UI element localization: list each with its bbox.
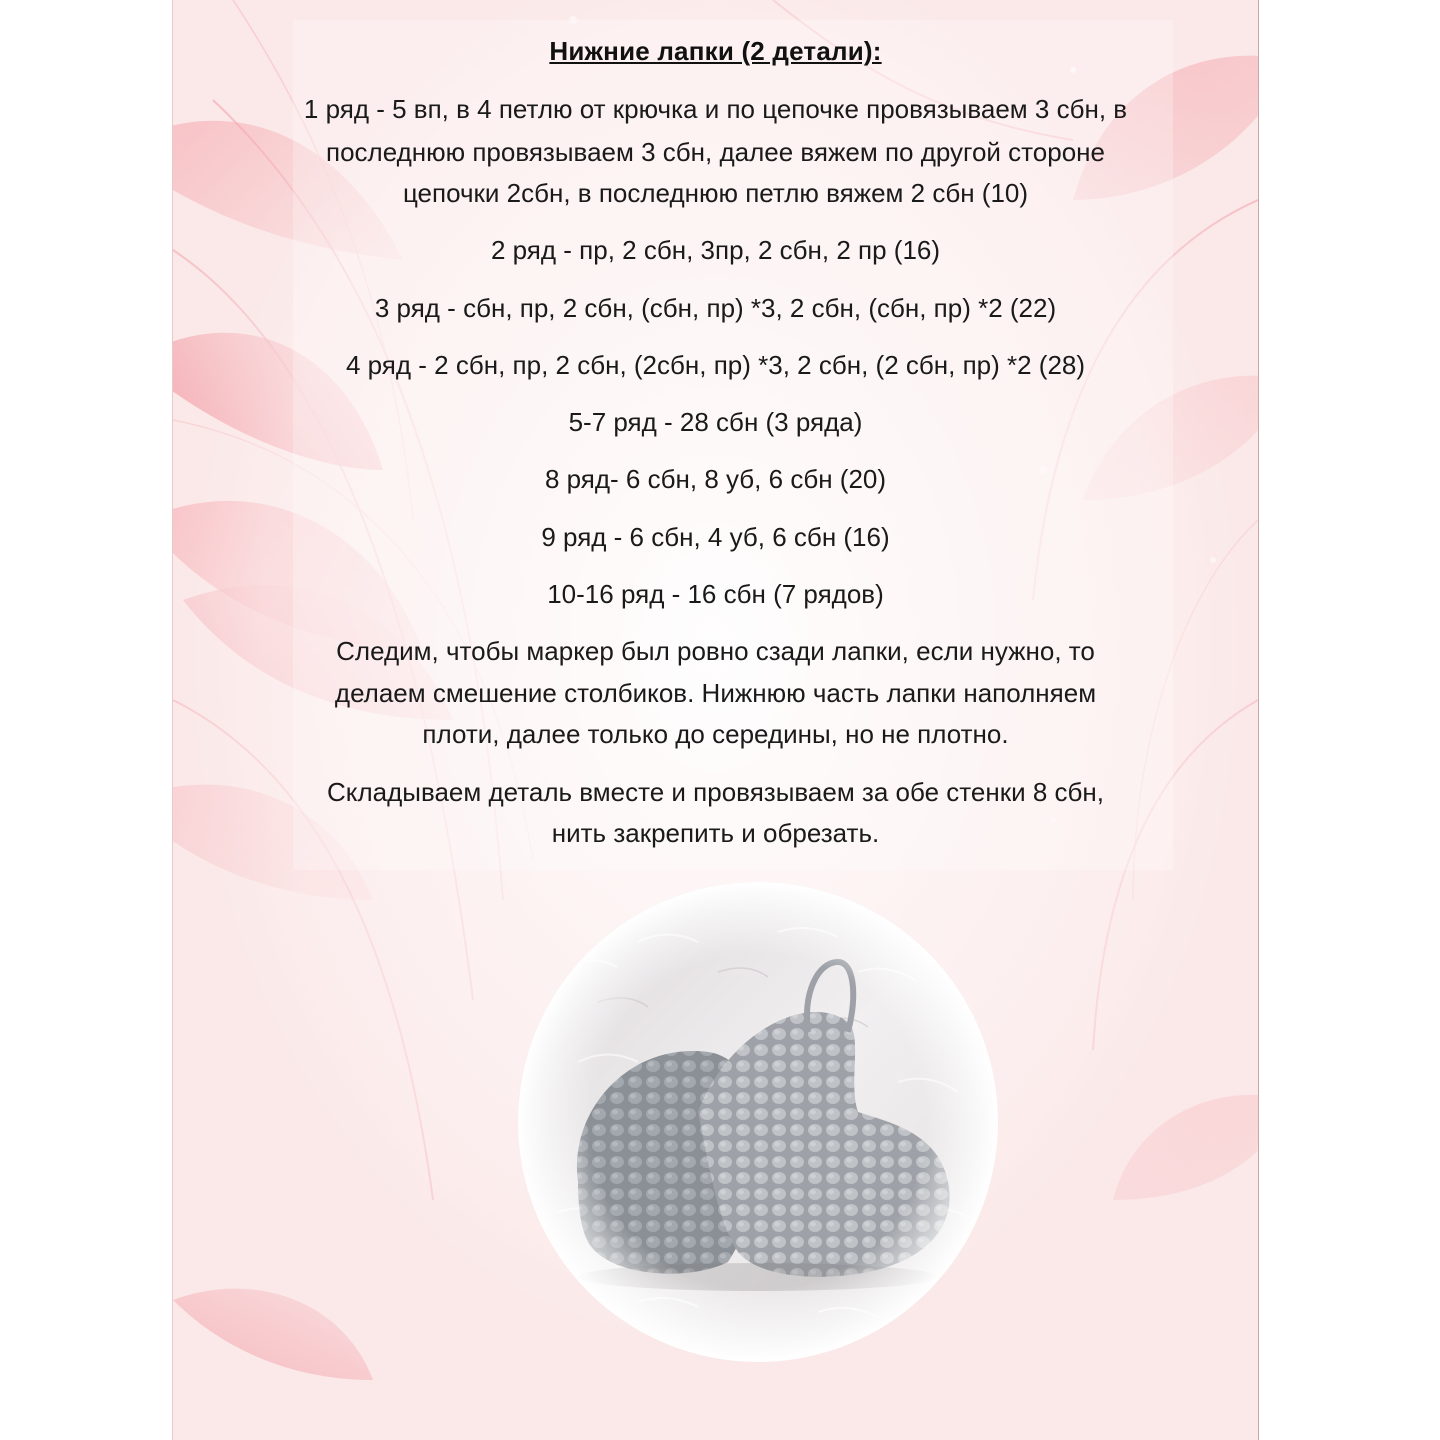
crochet-paws-photo	[518, 882, 998, 1362]
note-line: плоти, далее только до середины, но не плотно.	[422, 719, 1009, 749]
final-line: нить закрепить и обрезать.	[551, 818, 880, 848]
page-title: Нижние лапки (2 детали):	[549, 36, 882, 66]
row-instruction: 2 ряд - пр, 2 сбн, 3пр, 2 сбн, 2 пр (16)	[490, 235, 941, 265]
intro-line: последнюю провязываем 3 сбн, далее вяжем по другой стороне	[325, 137, 1105, 167]
intro-line: цепочки 2сбн, в последнюю петлю вяжем 2 сбн (10)	[402, 178, 1029, 208]
row-instruction: 9 ряд - 6 сбн, 4 уб, 6 сбн (16)	[541, 522, 890, 552]
document-page	[172, 0, 1259, 1440]
row-instruction: 3 ряд - сбн, пр, 2 сбн, (сбн, пр) *3, 2 сбн, (сбн, пр) *2 (22)	[374, 293, 1057, 323]
note-line: Следим, чтобы маркер был ровно сзади лапки, если нужно, то	[336, 636, 1095, 666]
intro-line: 1 ряд - 5 вп, в 4 петлю от крючка и по цепочке провязываем 3 сбн, в	[303, 94, 1128, 124]
row-instruction: 4 ряд - 2 сбн, пр, 2 сбн, (2сбн, пр) *3, 2 сбн, (2 сбн, пр) *2 (28)	[345, 350, 1086, 380]
row-instruction: 10-16 ряд - 16 сбн (7 рядов)	[547, 579, 884, 609]
row-instruction: 8 ряд- 6 сбн, 8 уб, 6 сбн (20)	[544, 464, 887, 494]
note-line: делаем смешение столбиков. Нижнюю часть лапки наполняем	[334, 678, 1097, 708]
row-instruction: 5-7 ряд - 28 сбн (3 ряда)	[568, 407, 863, 437]
final-line: Складываем деталь вместе и провязываем за обе стенки 8 сбн,	[327, 777, 1104, 807]
